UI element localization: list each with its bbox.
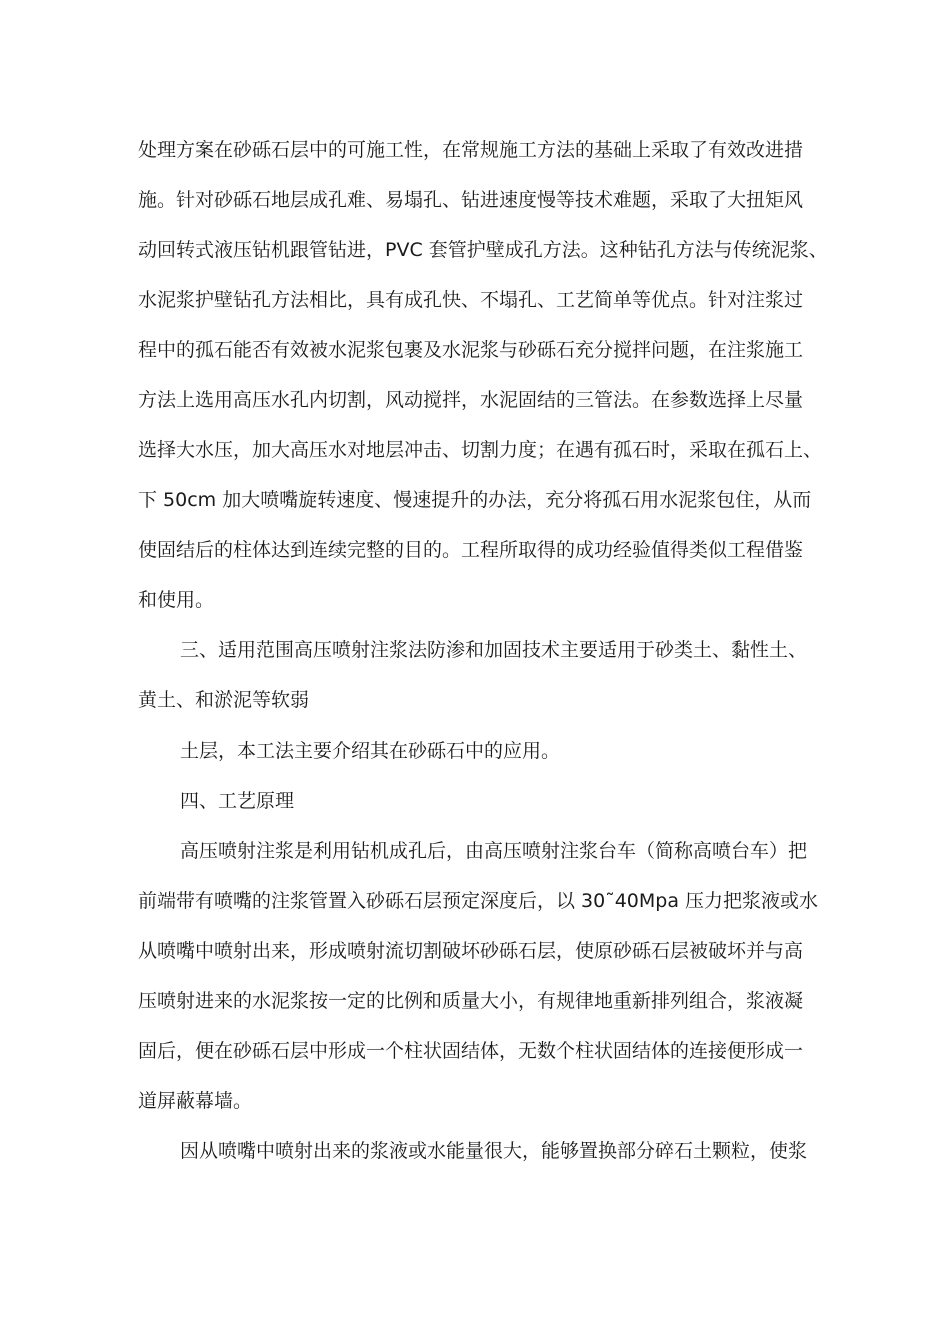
text-line: 黄土、和淤泥等软弱 — [138, 689, 310, 711]
text-line: 使固结后的柱体达到连续完整的目的。工程所取得的成功经验值得类似工程借鉴 — [138, 539, 804, 561]
text-line: 和使用。 — [138, 589, 215, 611]
text-line: 三、适用范围高压喷射注浆法防渗和加固技术主要适用于砂类土、黏性土、 — [180, 639, 808, 661]
text-line: 压喷射进来的水泥浆按一定的比例和质量大小，有规律地重新排列组合，浆液凝 — [138, 990, 804, 1012]
text-line: 选择大水压，加大高压水对地层冲击、切割力度；在遇有孤石时，采取在孤石上、 — [138, 439, 823, 461]
text-line: 从喷嘴中喷射出来，形成喷射流切割破坏砂砾石层，使原砂砾石层被破坏并与高 — [138, 940, 804, 962]
text-line: 下 50cm 加大喷嘴旋转速度、慢速提升的办法，充分将孤石用水泥浆包住，从而 — [138, 489, 812, 511]
text-line: 高压喷射注浆是利用钻机成孔后，由高压喷射注浆台车（简称高喷台车）把 — [180, 840, 808, 862]
text-line: 处理方案在砂砾石层中的可施工性，在常规施工方法的基础上采取了有效改进措 — [138, 139, 804, 161]
text-line: 因从喷嘴中喷射出来的浆液或水能量很大，能够置换部分碎石土颗粒，使浆 — [180, 1140, 808, 1162]
text-line: 程中的孤石能否有效被水泥浆包裹及水泥浆与砂砾石充分搅拌问题，在注浆施工 — [138, 339, 804, 361]
text-line: 水泥浆护壁钻孔方法相比，具有成孔快、不塌孔、工艺简单等优点。针对注浆过 — [138, 289, 804, 311]
text-line: 动回转式液压钻机跟管钻进，PVC 套管护壁成孔方法。这种钻孔方法与传统泥浆、 — [138, 239, 828, 261]
text-line: 道屏蔽幕墙。 — [138, 1090, 253, 1112]
section-heading: 四、工艺原理 — [180, 790, 295, 812]
text-line: 施。针对砂砾石地层成孔难、易塌孔、钻进速度慢等技术难题，采取了大扭矩风 — [138, 189, 804, 211]
text-line: 土层，本工法主要介绍其在砂砾石中的应用。 — [180, 740, 561, 762]
text-line: 固后，便在砂砾石层中形成一个柱状固结体，无数个柱状固结体的连接便形成一 — [138, 1040, 804, 1062]
text-line: 方法上选用高压水孔内切割，风动搅拌，水泥固结的三管法。在参数选择上尽量 — [138, 389, 804, 411]
text-line: 前端带有喷嘴的注浆管置入砂砾石层预定深度后，以 30˜40Mpa 压力把浆液或水 — [138, 890, 819, 912]
